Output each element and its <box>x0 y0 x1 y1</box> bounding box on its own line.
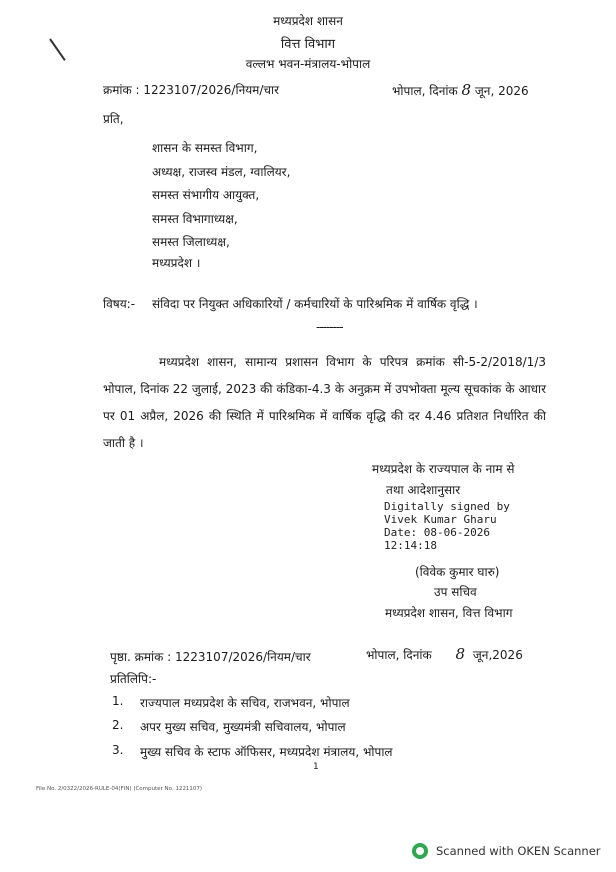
recipient: समस्त जिलाध्यक्ष, <box>152 235 230 249</box>
order-line-1: मध्यप्रदेश के राज्यपाल के नाम से <box>372 462 515 476</box>
copy-label: प्रतिलिपि:- <box>110 672 157 686</box>
signatory-designation: उप सचिव <box>434 585 477 599</box>
copy-item-text: अपर मुख्य सचिव, मुख्यमंत्री सचिवालय, भोपाल <box>140 720 346 734</box>
endorsement-date-prefix: भोपाल, दिनांक <box>366 648 432 662</box>
body-paragraph: मध्यप्रदेश शासन, सामान्य प्रशासन विभाग के परिपत्र क्रमांक सी-5-2/2018/1/3 भोपाल, दिनांक 22 जुलाई, 2023 की कंडिका-4.3 के अनुक्रम में उपभोक्ता मूल्य सूचकांक के आधार पर 01 अप्रैल, 2026 की स्थिति में पारिश्रमिक में वार्षिक वृद्धि की दर 4.46 प्रतिशत निर्धारित की जाती है । <box>103 355 546 450</box>
subject-separator: -------- <box>316 320 343 334</box>
header-govt: मध्यप्रदेश शासन <box>273 14 343 28</box>
date-day-handwritten: 8 <box>461 81 472 99</box>
endorsement-number: पृष्ठा. क्रमांक : 1223107/2026/नियम/चार <box>110 650 311 664</box>
signatory-name: (विवेक कुमार घारु) <box>415 565 500 579</box>
reference-place-date <box>392 81 529 99</box>
copy-item-number: 2. <box>112 718 124 732</box>
to-label: प्रति, <box>103 112 124 126</box>
date-prefix: भोपाल, दिनांक <box>392 84 458 98</box>
copy-item-text: राज्यपाल मध्यप्रदेश के सचिव, राजभवन, भोपाल <box>140 696 350 710</box>
copy-item-number: 1. <box>112 694 124 708</box>
endorsement-day-handwritten: 8 <box>455 645 466 663</box>
copy-item-text: मुख्य सचिव के स्टाफ ऑफिसर, मध्यप्रदेश मंत्रालय, भोपाल <box>140 745 393 759</box>
signer-name: Vivek Kumar Gharu <box>384 513 497 526</box>
recipient: समस्त विभागाध्यक्ष, <box>152 212 238 226</box>
oken-scanner-logo-icon <box>412 843 428 859</box>
copy-item-number: 3. <box>112 743 124 757</box>
signature-date: Date: 08-06-2026 <box>384 526 490 539</box>
digital-signature-block <box>384 500 510 552</box>
endorsement-month-year: जून,2026 <box>472 648 523 662</box>
subject-label: विषय:- <box>103 297 136 311</box>
signature-line: Digitally signed by <box>384 500 510 513</box>
recipient: मध्यप्रदेश । <box>152 256 201 270</box>
recipient: अध्यक्ष, राजस्व मंडल, ग्वालियर, <box>152 165 291 179</box>
page-number: 1 <box>313 762 319 772</box>
header-address: वल्लभ भवन-मंत्रालय-भोपाल <box>245 57 371 71</box>
signatory-office: मध्यप्रदेश शासन, वित्त विभाग <box>385 606 513 620</box>
signature-time: 12:14:18 <box>384 539 437 552</box>
endorsement-place-date <box>366 645 523 663</box>
recipient: शासन के समस्त विभाग, <box>152 141 258 155</box>
reference-number: क्रमांक : 1223107/2026/नियम/चार <box>103 83 280 97</box>
subject-text: संविदा पर नियुक्त अधिकारियों / कर्मचारियों के पारिश्रमिक में वार्षिक वृद्धि । <box>152 297 478 311</box>
header-department: वित्त विभाग <box>280 37 336 52</box>
recipient: समस्त संभागीय आयुक्त, <box>152 188 260 202</box>
footer-file-reference: File No. 2/0322/2026-RULE-04(FIN) (Computer No. 1221107) <box>36 786 203 792</box>
order-line-2: तथा आदेशानुसार <box>386 483 461 497</box>
date-month-year: जून, 2026 <box>474 84 529 98</box>
scanner-watermark: Scanned with OKEN Scanner <box>436 844 601 858</box>
